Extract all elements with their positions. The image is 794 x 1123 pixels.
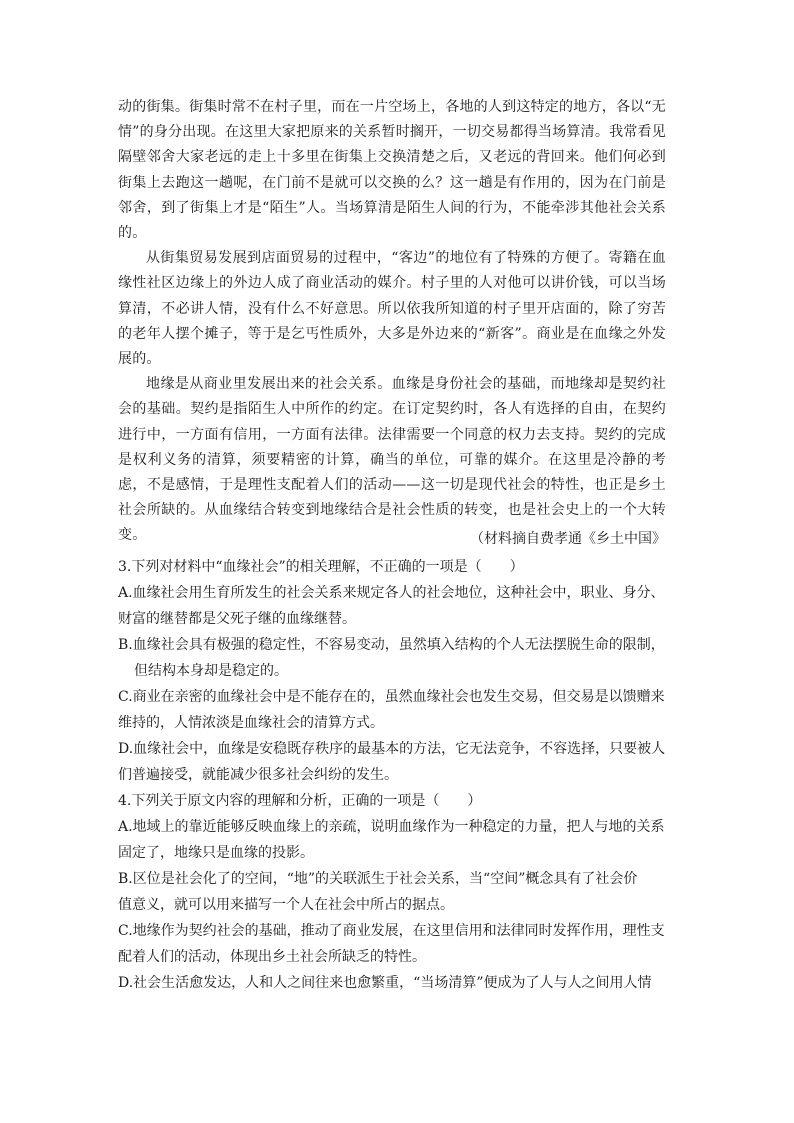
option-line: C.商业在亲密的血缘社会中是不能存在的，虽然血缘社会也发生交易，但交易是以馈赠来 — [118, 689, 665, 705]
option-line: 值意义，就可以用来描写一个人在社会中所占的据点。 — [118, 897, 454, 913]
passage-paragraph-2: 从街集贸易发展到店面贸易的过程中，“客边”的地位有了特殊的方便了。寄籍在血缘性社区边缘上的外边人成了商业活动的媒介。村子里的人对他可以讲价钱，可以当场算清，不必讲人情，没有什么不好意思。所以依我所知道的村子里开店面的，除了穷苦的老年人摆个摊子，等于是乞丐性质外，大多是外边来的“新客”。商业是在血缘之外发展的。 — [118, 250, 666, 368]
passage-paragraph-3: 地缘是从商业里发展出来的社会关系。血缘是身份社会的基础，而地缘却是契约社会的基础。契约是指陌生人中所作的约定。在订定契约时，各人有选择的自由，在契约进行中，一方面有信用，一方面有法律。法律需要一个同意的权力去支持。契约的完成是权利义务的清算，须要精密的计算，确当的单位，可靠的媒介。在这里是冷静的考虑，不是感情，于是理性支配着人们的活动——这一切是现代社会的特性，也正是乡土社会所缺的。从血缘结合转变到地缘结合是社会性质的转变，也是社会史上的一个大转变。 — [118, 376, 666, 544]
passage — [118, 95, 666, 549]
option-line: C.地缘作为契约社会的基础，推动了商业发展，在这里信用和法律同时发挥作用，理性支 — [118, 923, 665, 939]
option-line: D.血缘社会中，血缘是安稳既存秩序的最基本的方法，它无法竞争，不容选择，只要被人 — [118, 741, 666, 757]
option-line: 财富的继替都是父死子继的血缘继替。 — [118, 611, 356, 627]
question-3-option-a — [118, 580, 678, 632]
option-line: 维持的，人情浓淡是血缘社会的清算方式。 — [118, 715, 384, 731]
option-line: A.地域上的靠近能够反映血缘上的亲疏，说明血缘作为一种稳定的力量，把人与地的关系 — [118, 819, 665, 835]
option-line: D.社会生活愈发达，人和人之间往来也愈繁重，“当场清算”便成为了人与人之间用人情 — [118, 975, 652, 991]
option-line: 固定了，地缘只是血缘的投影。 — [118, 845, 314, 861]
question-3-option-c — [118, 684, 678, 736]
question-4-stem: 4.下列关于原文内容的理解和分析，正确的一项是（ ） — [118, 793, 482, 809]
question-3-option-b — [118, 632, 678, 684]
option-line: B.区位是社会化了的空间，“地”的关联派生于社会关系，当“空间”概念具有了社会价 — [118, 871, 638, 887]
passage-paragraph-1: 动的街集。街集时常不在村子里，而在一片空场上，各地的人到这特定的地方，各以“无情”的身分出现。在这里大家把原来的关系暂时搁开，一切交易都得当场算清。我常看见隔壁邻舍大家老远的走上十多里在街集上交换清楚之后，又老远的背回来。他们何必到街集上去跑这一趟呢，在门前不是就可以交换的么？这一趟是有作用的，因为在门前是邻舍，到了街集上才是“陌生”人。当场算清是陌生人间的行为，不能牵涉其他社会关系的。 — [118, 99, 666, 242]
question-4-option-d — [118, 970, 678, 996]
passage-source: （材料摘自费孝通《乡土中国》 — [470, 531, 666, 547]
option-line: 但结构本身却是稳定的。 — [134, 663, 288, 679]
option-line: 配着人们的活动，体现出乡土社会所缺乏的特性。 — [118, 949, 426, 965]
question-3-option-d — [118, 736, 678, 788]
option-line: A.血缘社会用生育所发生的社会关系来规定各人的社会地位，这种社会中，职业、身分、 — [118, 585, 665, 601]
question-4-option-a — [118, 814, 678, 866]
question-4-option-b — [118, 866, 678, 918]
question-3-stem: 3.下列对材料中“血缘社会”的相关理解，不正确的一项是（ ） — [118, 559, 524, 575]
option-line: 们普遍接受，就能减少很多社会纠纷的发生。 — [118, 767, 398, 783]
question-4-option-c — [118, 918, 678, 970]
option-line: B.血缘社会具有极强的稳定性，不容易变动，虽然填入结构的个人无法摆脱生命的限制， — [118, 637, 665, 653]
questions-section — [118, 554, 678, 996]
